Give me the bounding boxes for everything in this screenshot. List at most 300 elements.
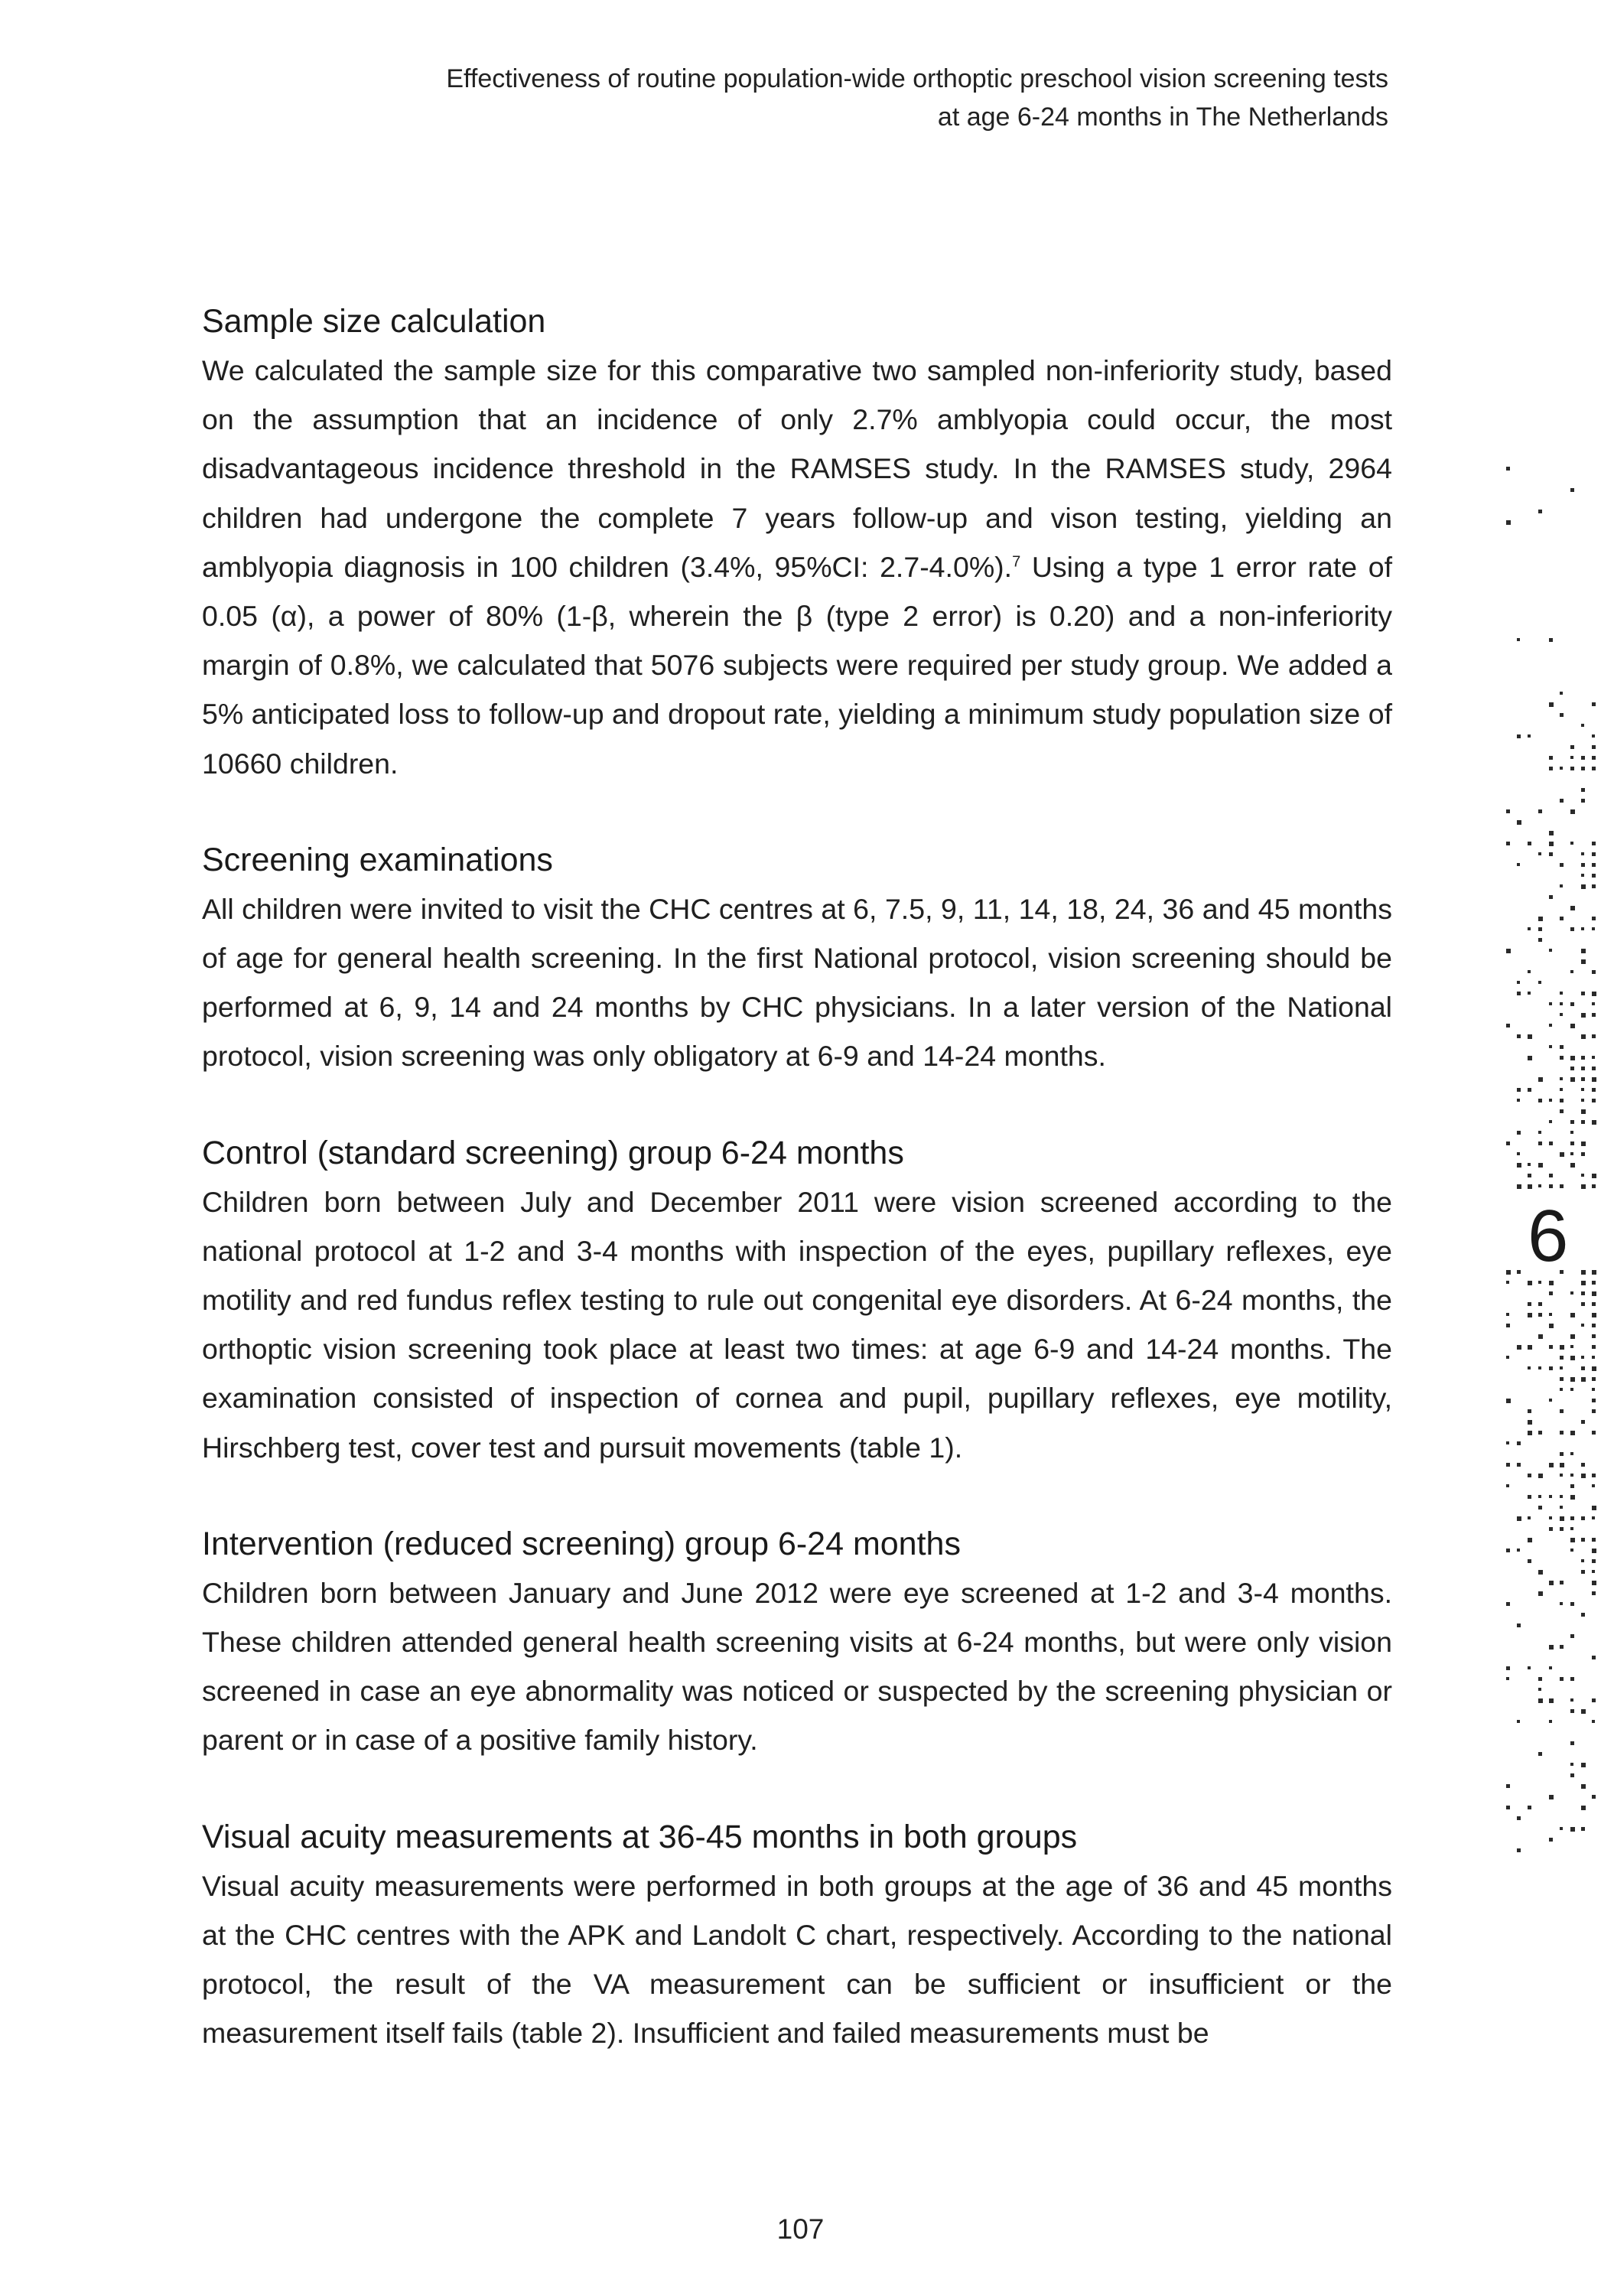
pattern-dot xyxy=(1570,1538,1575,1542)
pattern-dot xyxy=(1560,1109,1564,1113)
pattern-dot xyxy=(1592,1174,1596,1178)
pattern-dot xyxy=(1538,1698,1543,1703)
pattern-dot xyxy=(1592,1656,1596,1659)
pattern-dot xyxy=(1581,1302,1585,1306)
pattern-dot xyxy=(1592,1034,1596,1038)
pattern-dot xyxy=(1528,1420,1532,1425)
pattern-dot xyxy=(1549,1141,1553,1145)
pattern-dot xyxy=(1549,1366,1553,1370)
page-number: 107 xyxy=(776,2213,825,2245)
pattern-dot xyxy=(1570,1452,1573,1455)
pattern-dot xyxy=(1570,1388,1573,1391)
pattern-dot xyxy=(1549,1720,1552,1723)
pattern-dot xyxy=(1549,1516,1552,1519)
pattern-dot xyxy=(1570,1356,1575,1360)
pattern-dot xyxy=(1549,852,1553,856)
running-header-line-1: Effectiveness of routine population-wide orthoptic preschool vision screening tests xyxy=(446,64,1388,93)
pattern-dot xyxy=(1528,1806,1531,1809)
pattern-dot xyxy=(1581,1827,1585,1831)
pattern-dot xyxy=(1581,1141,1586,1146)
section-sample-size xyxy=(202,297,1392,788)
pattern-dot xyxy=(1528,970,1531,973)
pattern-dot xyxy=(1570,842,1573,845)
pattern-dot xyxy=(1560,1345,1564,1350)
pattern-dot xyxy=(1592,1013,1596,1017)
pattern-dot xyxy=(1570,927,1574,931)
pattern-dot xyxy=(1538,1688,1541,1691)
pattern-dot xyxy=(1517,1623,1521,1627)
pattern-dot xyxy=(1581,1559,1584,1562)
pattern-dot xyxy=(1549,1313,1552,1316)
pattern-dot xyxy=(1581,992,1585,995)
pattern-dot xyxy=(1581,1088,1584,1091)
pattern-dot xyxy=(1560,1431,1564,1435)
pattern-dot xyxy=(1528,1281,1532,1285)
pattern-dot xyxy=(1549,1291,1553,1295)
pattern-dot xyxy=(1560,863,1564,867)
pattern-dot xyxy=(1549,1024,1552,1027)
pattern-dot xyxy=(1581,1420,1585,1424)
pattern-dot xyxy=(1560,1099,1564,1102)
pattern-dot xyxy=(1581,1013,1586,1018)
section-body: Children born between July and December 2011 were vision screened according to the national protocol at 1-2 and 3-4 months with inspection of the eyes, pupillary reflexes, eye motility and red fundus reflex testing to rule out congenital eye disorders. At 6-24 months, the orthoptic vision screening took place at least two times: at age 6-9 and 14-24 months. The examination consisted of inspection of cornea and pupil, pupillary reflexes, eye motility, Hirschberg test, cover test and pursuit movements (table 1). xyxy=(202,1185,1392,1464)
pattern-dot xyxy=(1581,1613,1585,1617)
pattern-dot xyxy=(1570,1120,1574,1124)
pattern-dot xyxy=(1560,884,1563,887)
section-body: All children were invited to visit the CHC centres at 6, 7.5, 9, 11, 14, 18, 24, 36 and 45 months of age for general health screening. In the first National protocol, vision screening should be performed at 6, 9, 14 and 24 months by CHC physicians. In a later version of the National protocol, vision screening was only obligatory at 6-9 and 14-24 months. xyxy=(202,892,1392,1073)
main-text xyxy=(202,297,1392,2105)
pattern-dot xyxy=(1560,1827,1563,1830)
pattern-dot xyxy=(1560,1366,1563,1369)
pattern-dot xyxy=(1506,1484,1509,1487)
pattern-dot xyxy=(1506,949,1511,953)
pattern-dot xyxy=(1570,1634,1574,1638)
pattern-dot xyxy=(1570,767,1574,770)
pattern-dot xyxy=(1581,1709,1586,1714)
pattern-dot xyxy=(1549,1645,1554,1650)
pattern-dot xyxy=(1517,1034,1521,1038)
pattern-dot xyxy=(1517,1463,1521,1467)
pattern-dot xyxy=(1560,1002,1563,1005)
pattern-dot xyxy=(1581,959,1586,964)
pattern-dot xyxy=(1570,1741,1574,1745)
pattern-dot xyxy=(1592,1313,1596,1317)
pattern-dot xyxy=(1528,1559,1531,1563)
pattern-dot xyxy=(1592,1409,1596,1413)
pattern-dot xyxy=(1517,1152,1520,1155)
pattern-dot xyxy=(1560,1152,1564,1157)
pattern-dot xyxy=(1581,1120,1585,1124)
pattern-dot xyxy=(1528,1056,1532,1060)
pattern-dot xyxy=(1506,1463,1510,1467)
pattern-dot xyxy=(1581,724,1584,727)
pattern-dot xyxy=(1581,1806,1586,1810)
pattern-dot xyxy=(1538,1302,1542,1306)
pattern-dot xyxy=(1538,1431,1542,1435)
pattern-dot xyxy=(1592,1570,1595,1573)
pattern-dot xyxy=(1517,1720,1520,1723)
pattern-dot xyxy=(1570,1313,1575,1317)
pattern-dot xyxy=(1592,1099,1596,1102)
pattern-dot xyxy=(1581,788,1585,792)
pattern-dot xyxy=(1560,1645,1564,1649)
section-intervention-group xyxy=(202,1519,1392,1765)
pattern-dot xyxy=(1570,1377,1575,1382)
pattern-dot xyxy=(1528,1431,1532,1435)
pattern-dot xyxy=(1517,992,1521,995)
citation-superscript: 7 xyxy=(1012,553,1021,571)
pattern-dot xyxy=(1528,1174,1531,1177)
pattern-dot xyxy=(1592,1516,1595,1519)
margin-dot-pattern-graphic xyxy=(1503,360,1601,1867)
pattern-dot xyxy=(1570,1827,1575,1832)
pattern-dot xyxy=(1528,1345,1532,1350)
pattern-dot xyxy=(1538,938,1542,942)
pattern-dot xyxy=(1592,917,1596,920)
pattern-dot xyxy=(1517,734,1521,738)
pattern-dot xyxy=(1549,831,1554,835)
pattern-dot xyxy=(1581,1109,1586,1114)
pattern-dot xyxy=(1581,1763,1586,1767)
pattern-dot xyxy=(1528,1034,1532,1039)
pattern-dot xyxy=(1560,1388,1563,1391)
pattern-dot xyxy=(1528,1538,1532,1542)
pattern-dot xyxy=(1560,1602,1563,1605)
pattern-dot xyxy=(1581,1067,1585,1070)
pattern-dot xyxy=(1581,1474,1586,1478)
pattern-dot xyxy=(1549,1527,1553,1531)
pattern-dot xyxy=(1581,1077,1585,1081)
pattern-dot xyxy=(1592,1399,1596,1402)
pattern-dot xyxy=(1581,1516,1585,1520)
pattern-dot xyxy=(1549,702,1554,707)
pattern-dot xyxy=(1581,1377,1586,1382)
pattern-dot xyxy=(1560,1516,1564,1521)
section-heading: Screening examinations xyxy=(202,841,553,878)
pattern-dot xyxy=(1506,809,1510,813)
pattern-dot xyxy=(1517,638,1520,641)
pattern-dot xyxy=(1506,1313,1509,1316)
pattern-dot xyxy=(1570,488,1574,492)
pattern-dot xyxy=(1592,1324,1596,1327)
pattern-dot xyxy=(1592,1356,1595,1359)
pattern-dot xyxy=(1592,1291,1596,1296)
pattern-dot xyxy=(1592,1795,1596,1799)
pattern-dot xyxy=(1538,1077,1543,1082)
pattern-dot xyxy=(1570,1056,1575,1060)
pattern-dot xyxy=(1560,1474,1563,1477)
pattern-dot xyxy=(1560,1184,1564,1188)
pattern-dot xyxy=(1570,809,1575,814)
pattern-dot xyxy=(1549,1345,1553,1349)
pattern-dot xyxy=(1570,756,1573,759)
pattern-dot xyxy=(1506,1677,1509,1680)
pattern-dot xyxy=(1538,1281,1541,1284)
section-body xyxy=(202,346,1392,788)
pattern-dot xyxy=(1592,1002,1595,1005)
pattern-dot xyxy=(1581,874,1584,877)
pattern-dot xyxy=(1570,1345,1573,1348)
pattern-dot xyxy=(1592,874,1596,878)
pattern-dot xyxy=(1560,1088,1563,1091)
pattern-dot xyxy=(1570,745,1574,749)
pattern-dot xyxy=(1517,1184,1521,1189)
pattern-dot xyxy=(1592,1270,1596,1275)
pattern-dot xyxy=(1592,1591,1596,1595)
pattern-dot xyxy=(1581,1291,1585,1295)
pattern-dot xyxy=(1538,1141,1542,1145)
pattern-dot xyxy=(1560,767,1563,770)
pattern-dot xyxy=(1538,1570,1543,1575)
pattern-dot xyxy=(1506,1441,1509,1444)
section-heading: Sample size calculation xyxy=(202,303,546,340)
pattern-dot xyxy=(1570,1677,1574,1681)
pattern-dot xyxy=(1592,1388,1595,1391)
pattern-dot xyxy=(1549,1324,1554,1328)
pattern-dot xyxy=(1560,1077,1563,1080)
pattern-dot xyxy=(1570,1474,1573,1477)
pattern-dot xyxy=(1506,842,1510,845)
pattern-dot xyxy=(1570,1067,1574,1070)
running-header xyxy=(241,60,1388,136)
pattern-dot xyxy=(1506,520,1511,525)
pattern-dot xyxy=(1506,1399,1511,1403)
pattern-dot xyxy=(1549,1495,1552,1498)
pattern-dot xyxy=(1517,1163,1521,1168)
pattern-dot xyxy=(1570,1077,1575,1082)
section-heading: Control (standard screening) group 6-24 months xyxy=(202,1134,904,1171)
pattern-dot xyxy=(1570,1698,1573,1702)
pattern-dot xyxy=(1581,767,1585,770)
pattern-dot xyxy=(1517,1848,1521,1852)
pattern-dot xyxy=(1581,1570,1585,1574)
pattern-dot xyxy=(1581,799,1585,803)
section-body: Visual acuity measurements were performed in both groups at the age of 36 and 45 months at the CHC centres with the APK and Landolt C chart, respectively. According to the national protocol, the result of the VA measurement can be sufficient or insufficient or the measurement itself fails (table 2). Insufficient and failed measurements must be xyxy=(202,1869,1392,2050)
pattern-dot xyxy=(1506,1281,1509,1284)
section-screening-examinations xyxy=(202,835,1392,1081)
pattern-dot xyxy=(1592,1302,1596,1306)
body-text-continued: Using a type 1 error rate of 0.05 (α), a power of 80% (1-β, wherein the β (type 2 error) is 0.20) and a non-inferiority margin of 0.8%, we calculated that 5076 subjects were required per study group. We added a 5% anticipated loss to follow-up and dropout rate, yielding a minimum study population size of 10660 children. xyxy=(202,550,1393,780)
pattern-dot xyxy=(1592,1067,1596,1070)
pattern-dot xyxy=(1538,1131,1541,1134)
pattern-dot xyxy=(1560,1056,1564,1060)
pattern-dot xyxy=(1528,1088,1531,1092)
pattern-dot xyxy=(1517,1549,1520,1552)
pattern-dot xyxy=(1506,1024,1510,1028)
pattern-dot xyxy=(1592,863,1596,867)
pattern-dot xyxy=(1570,1773,1574,1777)
pattern-dot xyxy=(1570,1002,1574,1006)
pattern-dot xyxy=(1538,1366,1541,1369)
pattern-dot xyxy=(1517,1088,1521,1092)
pattern-dot xyxy=(1570,1024,1575,1028)
pattern-dot xyxy=(1592,842,1596,845)
pattern-dot xyxy=(1549,1099,1552,1102)
pattern-dot xyxy=(1570,1163,1575,1168)
pattern-dot xyxy=(1560,1377,1564,1381)
pattern-dot xyxy=(1581,756,1585,760)
pattern-dot xyxy=(1560,1581,1564,1584)
pattern-dot xyxy=(1570,1334,1575,1339)
pattern-dot xyxy=(1549,1174,1553,1177)
pattern-dot xyxy=(1581,1784,1586,1789)
pattern-dot xyxy=(1549,1795,1554,1799)
pattern-dot xyxy=(1560,1506,1563,1509)
pattern-dot xyxy=(1581,1056,1585,1060)
pattern-dot xyxy=(1560,1452,1564,1456)
pattern-dot xyxy=(1570,1152,1573,1155)
pattern-dot xyxy=(1592,767,1596,770)
pattern-dot xyxy=(1538,510,1542,513)
pattern-dot xyxy=(1592,702,1596,706)
pattern-dot xyxy=(1506,1666,1510,1670)
pattern-dot xyxy=(1581,1034,1586,1039)
pattern-dot xyxy=(1528,927,1531,930)
pattern-dot xyxy=(1570,1527,1573,1530)
pattern-dot xyxy=(1538,1495,1541,1498)
pattern-dot xyxy=(1592,1377,1596,1381)
pattern-dot xyxy=(1560,1409,1564,1413)
pattern-dot xyxy=(1560,1013,1563,1016)
pattern-dot xyxy=(1549,638,1553,642)
pattern-dot xyxy=(1570,1141,1574,1145)
pattern-dot xyxy=(1549,1002,1552,1005)
pattern-dot xyxy=(1549,1120,1552,1123)
pattern-dot xyxy=(1592,1484,1595,1487)
pattern-dot xyxy=(1538,1313,1542,1317)
pattern-dot xyxy=(1506,1324,1510,1327)
pattern-dot xyxy=(1592,1720,1595,1723)
pattern-dot xyxy=(1506,1784,1510,1788)
section-body: Children born between January and June 2012 were eye screened at 1-2 and 3-4 months. These children attended general health screening visits at 6-24 months, but were only vision screened in case an eye abnormality was noticed or suspected by the screening physician or parent or in case of a positive family history. xyxy=(202,1576,1392,1757)
pattern-dot xyxy=(1581,1270,1586,1275)
pattern-dot xyxy=(1592,927,1595,930)
pattern-dot xyxy=(1592,1088,1596,1092)
pattern-dot xyxy=(1517,863,1520,866)
pattern-dot xyxy=(1517,981,1520,984)
pattern-dot xyxy=(1538,917,1543,921)
pattern-dot xyxy=(1581,1152,1585,1156)
pattern-dot xyxy=(1592,852,1596,856)
pattern-dot xyxy=(1506,1549,1510,1552)
pattern-dot xyxy=(1592,884,1596,888)
chapter-number-marker: 6 xyxy=(1528,1195,1569,1277)
pattern-dot xyxy=(1517,820,1521,825)
pattern-dot xyxy=(1570,1763,1573,1766)
pattern-dot xyxy=(1581,863,1585,867)
pattern-dot xyxy=(1528,992,1531,995)
pattern-dot xyxy=(1528,1302,1531,1306)
pattern-dot xyxy=(1538,1506,1542,1509)
pattern-dot xyxy=(1592,1581,1596,1585)
pattern-dot xyxy=(1560,1045,1564,1049)
section-control-group xyxy=(202,1128,1392,1472)
pattern-dot xyxy=(1528,1516,1531,1519)
body-text: We calculated the sample size for this comparative two sampled non-inferiority study, based on the assumption that an incidence of only 2.7% amblyopia could occur, the most disadvantageous incidence threshold in the RAMSES study. In the RAMSES study, 2964 children had undergone the complete 7 years follow-up and vison testing, yielding an amblyopia diagnosis in 100 children (3.4%, 95%CI: 2.7-4.0%). xyxy=(202,354,1392,583)
pattern-dot xyxy=(1538,1677,1542,1681)
pattern-dot xyxy=(1592,734,1595,738)
pattern-dot xyxy=(1528,1184,1532,1189)
pattern-dot xyxy=(1560,1527,1564,1531)
pattern-dot xyxy=(1570,970,1573,973)
pattern-dot xyxy=(1517,1099,1520,1102)
pattern-dot xyxy=(1570,1602,1574,1606)
pattern-dot xyxy=(1560,1463,1564,1467)
pattern-dot xyxy=(1570,906,1575,910)
pattern-dot xyxy=(1581,884,1586,889)
pattern-dot xyxy=(1592,1345,1596,1349)
pattern-dot xyxy=(1560,917,1564,920)
pattern-dot xyxy=(1592,1366,1596,1371)
pattern-dot xyxy=(1592,1698,1596,1702)
pattern-dot xyxy=(1581,852,1584,855)
pattern-dot xyxy=(1506,1356,1509,1359)
pattern-dot xyxy=(1581,1324,1584,1327)
pattern-dot xyxy=(1549,767,1553,770)
pattern-dot xyxy=(1581,949,1586,953)
pattern-dot xyxy=(1549,1184,1553,1188)
pattern-dot xyxy=(1581,1174,1584,1177)
pattern-dot xyxy=(1581,1099,1584,1102)
pattern-dot xyxy=(1560,992,1563,995)
pattern-dot xyxy=(1528,842,1531,845)
pattern-dot xyxy=(1560,799,1564,803)
pattern-dot xyxy=(1517,1345,1521,1350)
pattern-dot xyxy=(1592,756,1596,760)
pattern-dot xyxy=(1549,1581,1554,1585)
pattern-dot xyxy=(1538,1752,1542,1756)
pattern-dot xyxy=(1506,1141,1510,1145)
pattern-dot xyxy=(1592,1549,1596,1553)
pattern-dot xyxy=(1581,1463,1585,1467)
pattern-dot xyxy=(1549,895,1553,899)
pattern-dot xyxy=(1592,1506,1596,1510)
pattern-dot xyxy=(1538,1184,1541,1187)
pattern-dot xyxy=(1517,1131,1521,1135)
pattern-dot xyxy=(1581,927,1584,930)
pattern-dot xyxy=(1506,1806,1510,1809)
pattern-dot xyxy=(1570,1291,1573,1295)
pattern-dot xyxy=(1538,1163,1543,1168)
pattern-dot xyxy=(1581,1356,1584,1359)
pattern-dot xyxy=(1549,1838,1553,1842)
pattern-dot xyxy=(1517,1516,1521,1521)
pattern-dot xyxy=(1538,1099,1542,1102)
pattern-dot xyxy=(1570,1709,1574,1713)
pattern-dot xyxy=(1592,745,1596,749)
pattern-dot xyxy=(1506,467,1510,471)
pattern-dot xyxy=(1592,992,1596,996)
pattern-dot xyxy=(1538,981,1541,984)
pattern-dot xyxy=(1560,1677,1564,1681)
pattern-dot xyxy=(1592,1334,1596,1338)
pattern-dot xyxy=(1570,1131,1573,1134)
pattern-dot xyxy=(1506,1602,1510,1606)
pattern-dot xyxy=(1592,1281,1596,1285)
pattern-dot xyxy=(1528,1474,1531,1477)
pattern-dot xyxy=(1592,1474,1596,1477)
pattern-dot xyxy=(1528,1666,1531,1669)
pattern-dot xyxy=(1549,1045,1552,1048)
pattern-dot xyxy=(1592,970,1596,974)
section-heading: Visual acuity measurements at 36-45 months in both groups xyxy=(202,1818,1078,1855)
pattern-dot xyxy=(1538,1591,1543,1596)
section-heading: Intervention (reduced screening) group 6-24 months xyxy=(202,1525,961,1562)
pattern-dot xyxy=(1549,842,1554,846)
pattern-dot xyxy=(1581,1538,1585,1542)
running-header-line-2: at age 6-24 months in The Netherlands xyxy=(937,103,1388,132)
pattern-dot xyxy=(1570,1431,1575,1435)
